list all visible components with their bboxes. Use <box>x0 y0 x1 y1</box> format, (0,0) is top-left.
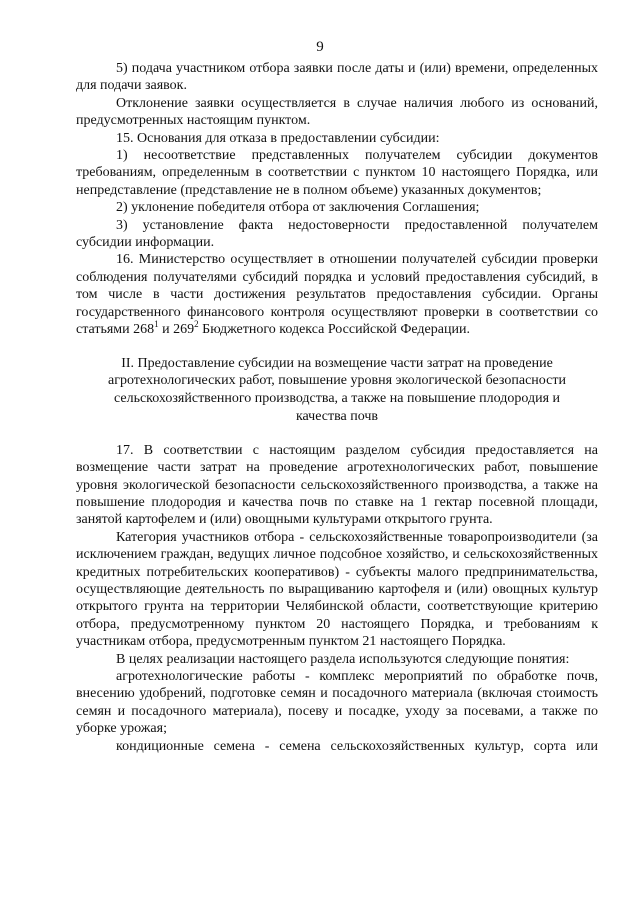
page-number: 9 <box>316 39 324 55</box>
participant-category-paragraph: Категория участников отбора - сельскохозяйственные товаропроизводители (за исключением граждан, ведущих личное подсобное хозяйство, и сельскохозяйственных кредитных потребительских кооперативов) - субъекты малого предпринимательства, осуществляющие деятельность по выращиванию картофеля и (или) овощных культур открытого грунта на территории Челябинской области, соответствующие критерию отбора, предусмотренному пунктом 20 настоящего Порядка, и требованиям к участникам отбора, предусмотренным пунктом 21 настоящего Порядка. <box>76 529 598 650</box>
clause-16-text-b: и 269 <box>158 322 195 338</box>
item-5-paragraph: 5) подача участником отбора заявки после даты и (или) времени, определенных для подачи заявок. <box>76 61 598 94</box>
superscript-1: 1 <box>154 319 159 330</box>
clause-15-item-2: 2) уклонение победителя отбора от заключения Соглашения; <box>116 200 480 216</box>
document-body <box>76 60 598 755</box>
section-heading-line: II. Предоставление субсидии на возмещение части затрат на проведение <box>121 355 553 371</box>
clause-15-heading: 15. Основания для отказа в предоставлении субсидии: <box>116 130 440 146</box>
section-heading-line: сельскохозяйственного производства, а также на повышение плодородия и <box>114 391 560 407</box>
definition-agrotech-works: агротехнологические работы - комплекс мероприятий по обработке почв, внесению удобрений, подготовке семян и посадочного материала (включая стоимость семян и посадочного материала), посеву и посадке, уходу за посевами, а также по уборке урожая; <box>76 668 598 737</box>
definition-conditioned-seeds: кондиционные семена - семена сельскохозяйственных культур, сорта или <box>116 738 598 754</box>
section-heading <box>80 355 594 426</box>
clause-16-paragraph <box>76 251 598 338</box>
definitions-intro-paragraph: В целях реализации настоящего раздела используются следующие понятия: <box>116 651 570 667</box>
clause-15-item-1: 1) несоответствие представленных получателем субсидии документов требованиям, определенным в соответствии с пунктом 10 настоящего Порядка, или непредставление (представление не в полном объеме) указанных документов; <box>76 148 598 198</box>
superscript-2: 2 <box>194 319 199 330</box>
clause-16-text-c: Бюджетного кодекса Российской Федерации. <box>198 322 470 338</box>
rejection-paragraph: Отклонение заявки осуществляется в случае наличия любого из оснований, предусмотренных настоящим пунктом. <box>76 95 598 129</box>
clause-16-text-a: 16. Министерство осуществляет в отношении получателей субсидии проверки соблюдения получателями субсидий порядка и условий предоставления субсидий, в том числе в части достижения результатов предоставления субсидии. Органы государственного финансового контроля осуществляют проверки в соответствии со статьями 268 <box>76 252 598 338</box>
section-heading-line: качества почв <box>295 408 379 424</box>
clause-15-item-3: 3) установление факта недостоверности предоставленной получателем субсидии информации. <box>76 217 598 251</box>
section-heading-line: агротехнологических работ, повышение уровня экологической безопасности <box>108 373 566 389</box>
clause-17-paragraph: 17. В соответствии с настоящим разделом субсидия предоставляется на возмещение части затрат на проведение агротехнологических работ, повышение уровня экологической безопасности сельскохозяйственного производства, а также на повышение плодородия и качества почв по ставке на 1 гектар посевной площади, занятой картофелем и (или) овощными культурами открытого грунта. <box>76 442 598 528</box>
